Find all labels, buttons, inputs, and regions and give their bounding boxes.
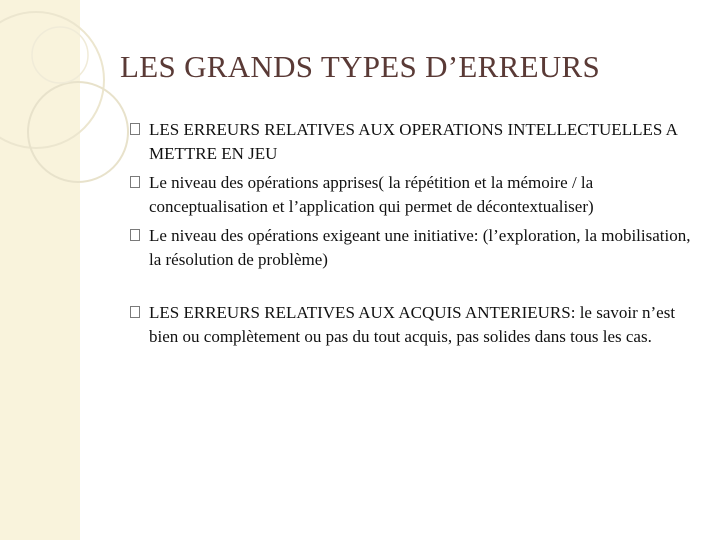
decorative-circle-large [0,12,104,148]
bullet-box-icon [130,176,140,188]
bullet-text: Le niveau des opérations apprises( la répétition et la mémoire / la conceptualisation et l’application qui permet de décontextualiser) [149,173,594,216]
bullet-item-operations [130,118,695,166]
bullet-box-icon [130,229,140,241]
bullet-text: Le niveau des opérations exigeant une initiative: (l’exploration, la mobilisation, la résolution de problème) [149,226,691,269]
decorative-circles [0,0,140,220]
decorative-circle-tiny [32,27,88,83]
slide-title: LES GRANDS TYPES D’ERREURS [120,49,601,84]
bullet-item-prior-knowledge [130,301,695,349]
bullet-box-icon [130,306,140,318]
bullet-item-learned-operations [130,171,695,219]
bullet-list [130,118,695,349]
bullet-item-initiative-operations [130,224,695,272]
decorative-circle-small [28,82,128,182]
bullet-text: LES ERREURS RELATIVES AUX ACQUIS ANTERIEURS: le savoir n’est bien ou complètement ou pas du tout acquis, pas solides dans tous les cas. [149,303,676,346]
bullet-text: LES ERREURS RELATIVES AUX OPERATIONS INTELLECTUELLES A METTRE EN JEU [149,120,677,163]
bullet-box-icon [130,123,140,135]
